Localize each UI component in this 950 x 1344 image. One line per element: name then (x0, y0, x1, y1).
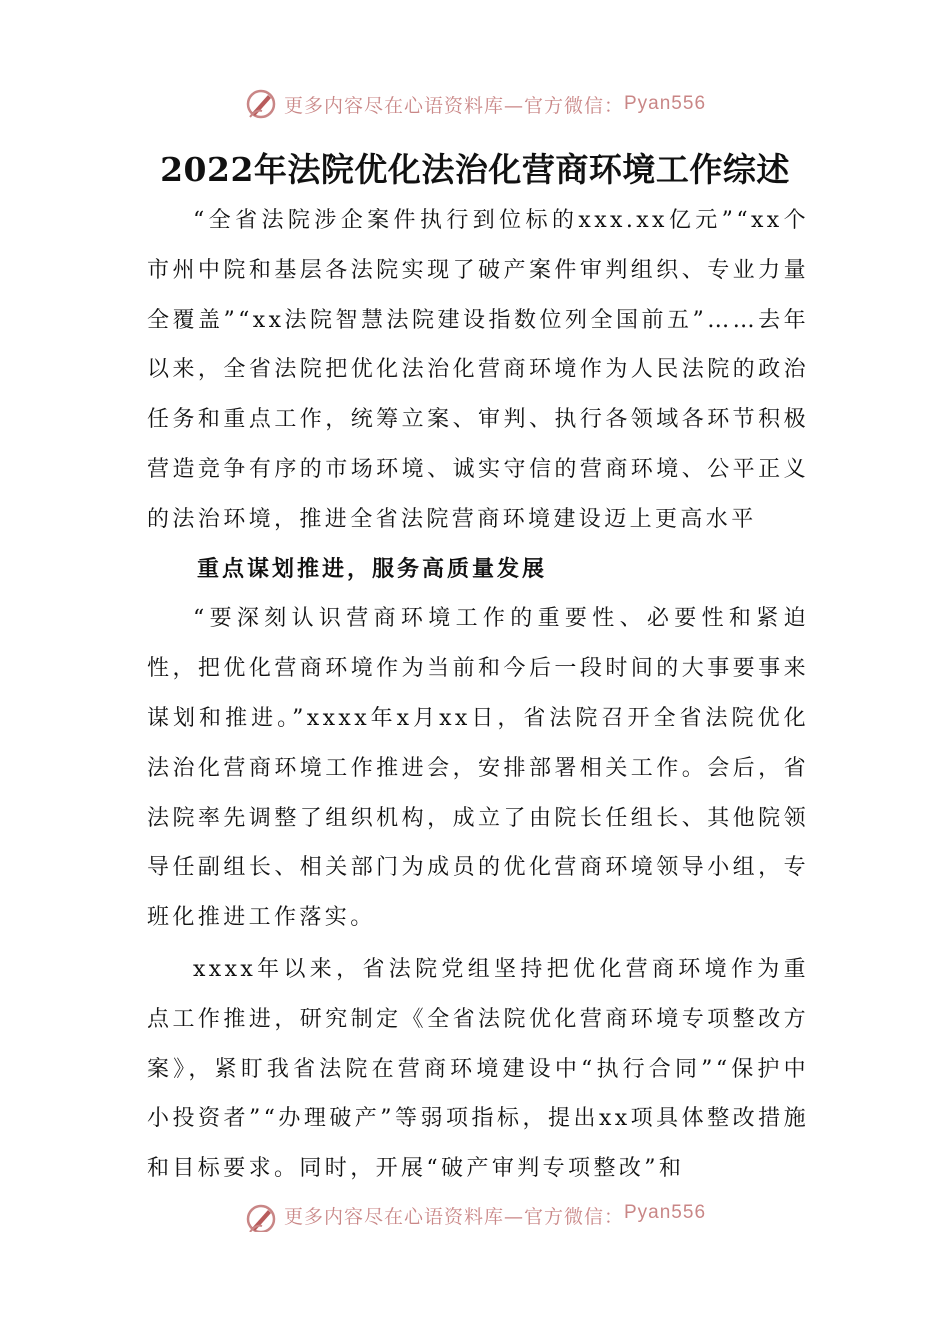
section-heading: 重点谋划推进，服务高质量发展 (197, 556, 548, 582)
pen-seal-icon (244, 1202, 278, 1232)
watermark-wechat-id: Pyan556 (624, 1202, 707, 1223)
watermark-text: 更多内容尽在心语资料库—官方微信： (283, 1206, 624, 1228)
watermark-footer (0, 1202, 950, 1232)
pen-seal-icon (244, 87, 278, 121)
document-title: 2022年法院优化法治化营商环境工作综述 (160, 150, 790, 189)
paragraph: xxxx年以来，省法院党组坚持把优化营商环境作为重点工作推进，研究制定《全省法院优化营商环境专项整改方案》，紧盯我省法院在营商环境建设中“执行合同”“保护中小投资者”“办理破产”等弱项指标，提出xx项具体整改措施和目标要求。同时，开展“破产审判专项整改”和 (147, 956, 809, 1182)
watermark-text: 更多内容尽在心语资料库—官方微信： (283, 94, 624, 117)
document-body (147, 196, 809, 1194)
watermark-wechat-id: Pyan556 (624, 93, 707, 114)
watermark-header (0, 84, 950, 124)
paragraph: “全省法院涉企案件执行到位标的xxx.xx亿元”“xx个市州中院和基层各法院实现了破产案件审判组织、专业力量全覆盖”“xx法院智慧法院建设指数位列全国前五”……去年以来，全省法院把优化法治化营商环境作为人民法院的政治任务和重点工作，统筹立案、审判、执行各领域各环节积极营造竞争有序的市场环境、诚实守信的营商环境、公平正义的法治环境，推进全省法院营商环境建设迈上更高水平 (147, 208, 809, 532)
paragraph: “要深刻认识营商环境工作的重要性、必要性和紧迫性，把优化营商环境作为当前和今后一段时间的大事要事来谋划和推进。”xxxx年x月xx日，省法院召开全省法院优化法治化营商环境工作推进会，安排部署相关工作。会后，省法院率先调整了组织机构，成立了由院长任组长、其他院领导任副组长、相关部门为成员的优化营商环境领导小组，专班化推进工作落实。 (147, 606, 809, 931)
